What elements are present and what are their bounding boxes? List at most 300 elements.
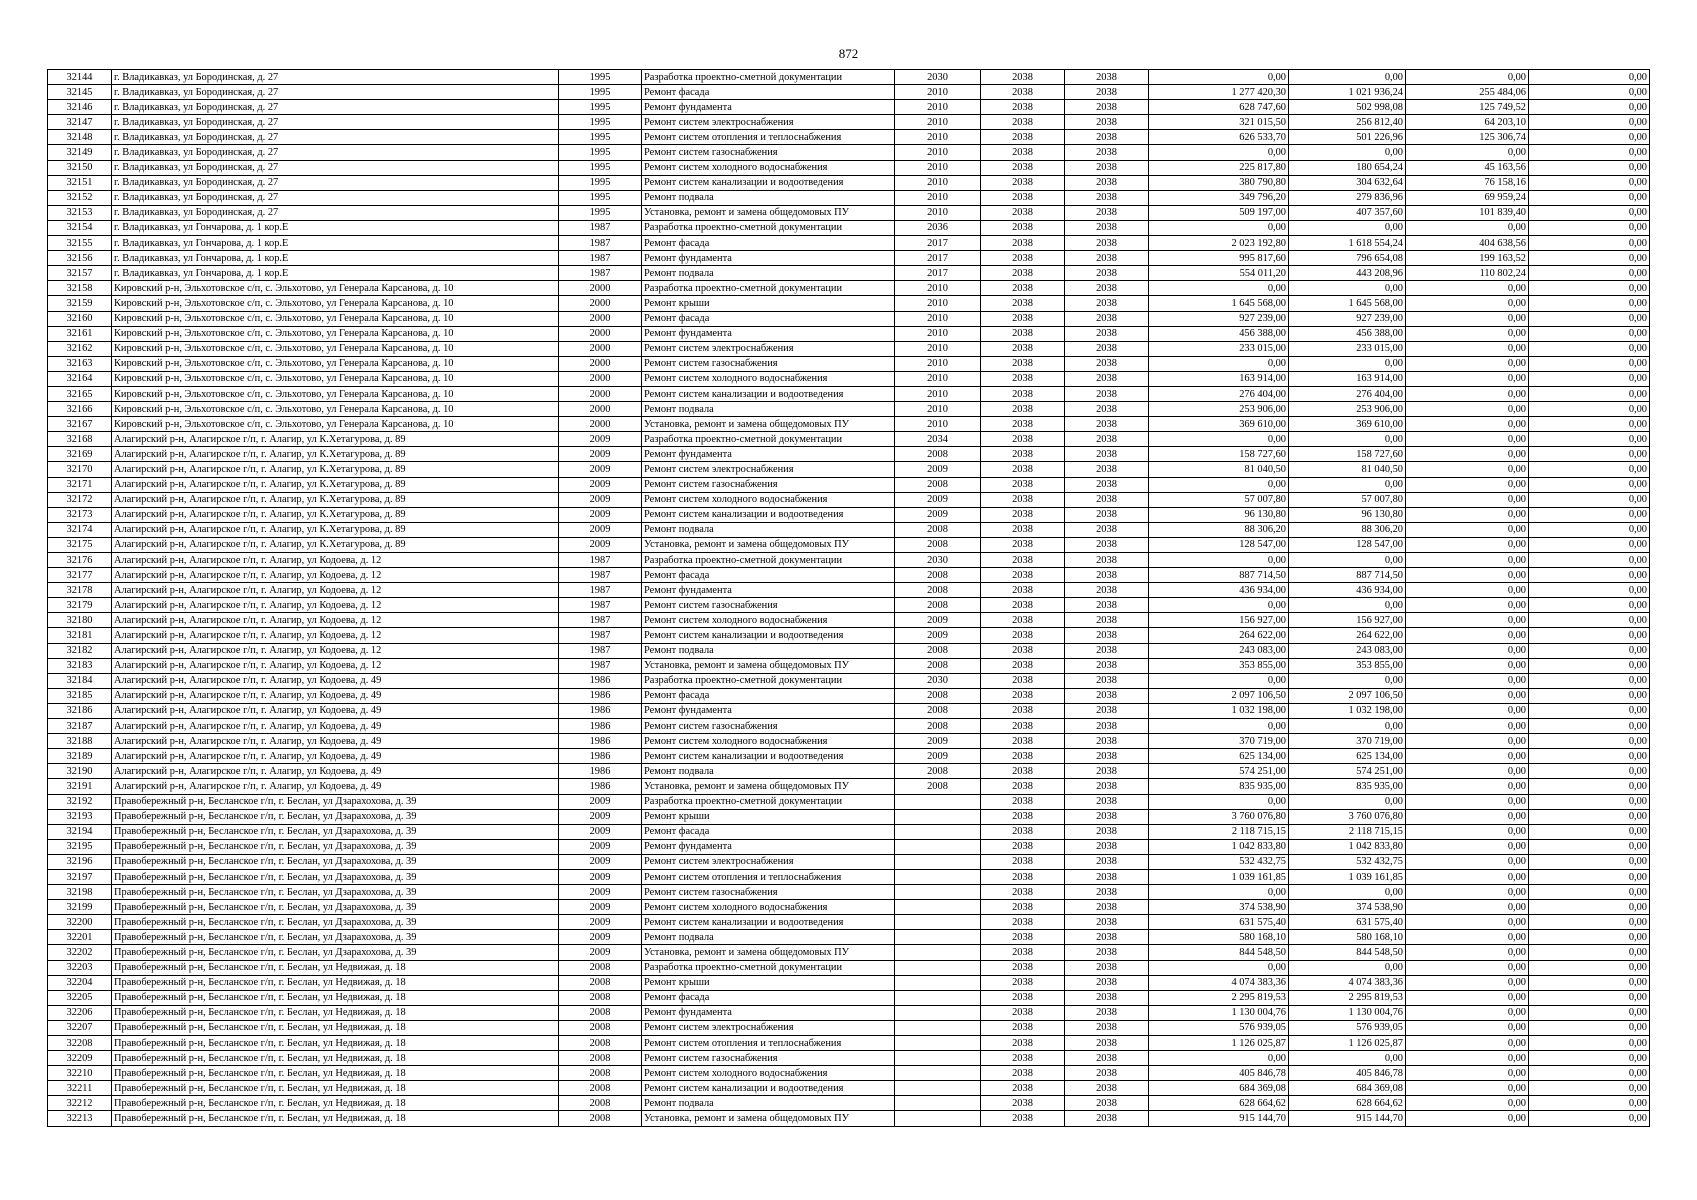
planned-year-cell: 2010 [895,326,981,341]
work-type-cell: Ремонт систем холодного водоснабжения [642,1066,895,1081]
work-type-cell: Ремонт систем холодного водоснабжения [642,160,895,175]
table-row [48,266,1650,281]
amount-col-2-cell: 158 727,60 [1289,447,1406,462]
planned-year-cell [895,839,981,854]
building-address-cell: Алагирский р-н, Алагирское г/п, г. Алагир, ул Кодоева, д. 12 [112,553,559,568]
amount-col-3-cell: 0,00 [1406,1096,1529,1111]
amount-col-2-cell: 1 039 161,85 [1289,869,1406,884]
amount-col-2-cell: 0,00 [1289,794,1406,809]
table-row [48,583,1650,598]
planned-year-cell [895,869,981,884]
amount-total-cell: 0,00 [1149,356,1289,371]
building-year-cell: 2009 [559,477,642,492]
building-year-cell: 2009 [559,522,642,537]
amount-col-3-cell: 125 749,52 [1406,100,1529,115]
building-year-cell: 1986 [559,734,642,749]
building-year-cell: 2009 [559,839,642,854]
planned-year-cell [895,1051,981,1066]
building-address-cell: Правобережный р-н, Бесланское г/п, г. Беслан, ул Дзарахохова, д. 39 [112,824,559,839]
building-address-cell: Кировский р-н, Эльхотовское с/п, с. Эльхотово, ул Генерала Карсанова, д. 10 [112,326,559,341]
amount-col-2-cell: 436 934,00 [1289,583,1406,598]
amount-col-4-cell: 0,00 [1529,462,1650,477]
record-number-cell: 32162 [48,341,112,356]
amount-col-3-cell: 0,00 [1406,779,1529,794]
amount-total-cell: 554 011,20 [1149,266,1289,281]
table-row [48,1036,1650,1051]
year-col-2-cell: 2038 [981,341,1065,356]
work-type-cell: Ремонт систем канализации и водоотведения [642,507,895,522]
year-col-3-cell: 2038 [1065,160,1149,175]
planned-year-cell: 2009 [895,462,981,477]
table-row [48,854,1650,869]
amount-col-3-cell: 0,00 [1406,1005,1529,1020]
year-col-2-cell: 2038 [981,296,1065,311]
record-number-cell: 32160 [48,311,112,326]
year-col-2-cell: 2038 [981,643,1065,658]
building-year-cell: 1987 [559,568,642,583]
planned-year-cell [895,794,981,809]
building-address-cell: Правобережный р-н, Бесланское г/п, г. Беслан, ул Недвижая, д. 18 [112,1036,559,1051]
amount-col-4-cell: 0,00 [1529,945,1650,960]
year-col-3-cell: 2038 [1065,432,1149,447]
amount-col-4-cell: 0,00 [1529,356,1650,371]
planned-year-cell: 2017 [895,251,981,266]
amount-col-4-cell: 0,00 [1529,281,1650,296]
amount-col-2-cell: 0,00 [1289,1051,1406,1066]
amount-total-cell: 631 575,40 [1149,915,1289,930]
amount-col-3-cell: 110 802,24 [1406,266,1529,281]
table-row [48,251,1650,266]
record-number-cell: 32190 [48,764,112,779]
amount-col-3-cell: 0,00 [1406,553,1529,568]
record-number-cell: 32144 [48,70,112,85]
amount-total-cell: 2 023 192,80 [1149,236,1289,251]
building-address-cell: Алагирский р-н, Алагирское г/п, г. Алагир, ул К.Хетагурова, д. 89 [112,537,559,552]
planned-year-cell: 2010 [895,386,981,401]
amount-col-3-cell: 0,00 [1406,658,1529,673]
planned-year-cell: 2009 [895,492,981,507]
amount-total-cell: 995 817,60 [1149,251,1289,266]
year-col-3-cell: 2038 [1065,688,1149,703]
building-year-cell: 2008 [559,1111,642,1126]
amount-total-cell: 0,00 [1149,281,1289,296]
work-type-cell: Ремонт систем отопления и теплоснабжения [642,130,895,145]
building-year-cell: 2008 [559,1020,642,1035]
record-number-cell: 32167 [48,417,112,432]
year-col-2-cell: 2038 [981,915,1065,930]
amount-col-2-cell: 1 618 554,24 [1289,236,1406,251]
amount-col-2-cell: 844 548,50 [1289,945,1406,960]
amount-total-cell: 369 610,00 [1149,417,1289,432]
building-year-cell: 2009 [559,900,642,915]
amount-col-3-cell: 0,00 [1406,854,1529,869]
building-year-cell: 2008 [559,1051,642,1066]
work-type-cell: Ремонт подвала [642,522,895,537]
record-number-cell: 32158 [48,281,112,296]
record-number-cell: 32199 [48,900,112,915]
record-number-cell: 32168 [48,432,112,447]
register-table [47,69,1650,1127]
work-type-cell: Разработка проектно-сметной документации [642,432,895,447]
amount-col-4-cell: 0,00 [1529,417,1650,432]
amount-col-2-cell: 0,00 [1289,70,1406,85]
work-type-cell: Ремонт подвала [642,190,895,205]
amount-col-3-cell: 0,00 [1406,281,1529,296]
building-year-cell: 2008 [559,990,642,1005]
planned-year-cell: 2010 [895,115,981,130]
work-type-cell: Ремонт фасада [642,568,895,583]
building-year-cell: 2008 [559,1036,642,1051]
building-address-cell: Правобережный р-н, Бесланское г/п, г. Беслан, ул Недвижая, д. 18 [112,1081,559,1096]
record-number-cell: 32196 [48,854,112,869]
amount-total-cell: 509 197,00 [1149,205,1289,220]
table-row [48,885,1650,900]
amount-col-2-cell: 1 021 936,24 [1289,85,1406,100]
table-row [48,537,1650,552]
amount-col-2-cell: 887 714,50 [1289,568,1406,583]
amount-col-2-cell: 0,00 [1289,356,1406,371]
record-number-cell: 32209 [48,1051,112,1066]
amount-col-4-cell: 0,00 [1529,100,1650,115]
amount-col-4-cell: 0,00 [1529,477,1650,492]
table-row [48,507,1650,522]
building-year-cell: 1986 [559,719,642,734]
work-type-cell: Ремонт крыши [642,296,895,311]
table-row [48,990,1650,1005]
amount-col-4-cell: 0,00 [1529,507,1650,522]
amount-col-4-cell: 0,00 [1529,115,1650,130]
amount-col-3-cell: 0,00 [1406,311,1529,326]
amount-col-2-cell: 915 144,70 [1289,1111,1406,1126]
amount-col-3-cell: 0,00 [1406,598,1529,613]
planned-year-cell: 2009 [895,507,981,522]
building-year-cell: 1987 [559,220,642,235]
work-type-cell: Ремонт фундамента [642,447,895,462]
year-col-3-cell: 2038 [1065,1005,1149,1020]
building-year-cell: 1995 [559,205,642,220]
work-type-cell: Ремонт систем канализации и водоотведения [642,915,895,930]
amount-col-4-cell: 0,00 [1529,492,1650,507]
table-row [48,1111,1650,1126]
table-row [48,311,1650,326]
amount-col-2-cell: 405 846,78 [1289,1066,1406,1081]
year-col-2-cell: 2038 [981,734,1065,749]
amount-col-4-cell: 0,00 [1529,205,1650,220]
table-row [48,160,1650,175]
amount-col-3-cell: 0,00 [1406,915,1529,930]
amount-col-4-cell: 0,00 [1529,145,1650,160]
year-col-3-cell: 2038 [1065,402,1149,417]
work-type-cell: Ремонт систем канализации и водоотведения [642,628,895,643]
building-address-cell: Правобережный р-н, Бесланское г/п, г. Беслан, ул Недвижая, д. 18 [112,1066,559,1081]
year-col-2-cell: 2038 [981,809,1065,824]
record-number-cell: 32163 [48,356,112,371]
year-col-2-cell: 2038 [981,356,1065,371]
planned-year-cell: 2010 [895,175,981,190]
amount-col-4-cell: 0,00 [1529,839,1650,854]
work-type-cell: Ремонт систем электроснабжения [642,462,895,477]
work-type-cell: Ремонт крыши [642,975,895,990]
amount-total-cell: 276 404,00 [1149,386,1289,401]
amount-col-2-cell: 4 074 383,36 [1289,975,1406,990]
building-address-cell: Правобережный р-н, Бесланское г/п, г. Беслан, ул Дзарахохова, д. 39 [112,930,559,945]
year-col-2-cell: 2038 [981,628,1065,643]
amount-total-cell: 156 927,00 [1149,613,1289,628]
year-col-3-cell: 2038 [1065,628,1149,643]
amount-col-4-cell: 0,00 [1529,734,1650,749]
year-col-2-cell: 2038 [981,205,1065,220]
year-col-2-cell: 2038 [981,145,1065,160]
planned-year-cell: 2008 [895,764,981,779]
planned-year-cell [895,885,981,900]
work-type-cell: Ремонт подвала [642,764,895,779]
planned-year-cell: 2036 [895,220,981,235]
year-col-3-cell: 2038 [1065,1036,1149,1051]
amount-col-4-cell: 0,00 [1529,764,1650,779]
year-col-2-cell: 2038 [981,613,1065,628]
record-number-cell: 32172 [48,492,112,507]
year-col-3-cell: 2038 [1065,507,1149,522]
year-col-3-cell: 2038 [1065,220,1149,235]
planned-year-cell: 2010 [895,100,981,115]
amount-col-2-cell: 279 836,96 [1289,190,1406,205]
year-col-3-cell: 2038 [1065,386,1149,401]
amount-col-3-cell: 0,00 [1406,568,1529,583]
amount-col-3-cell: 0,00 [1406,145,1529,160]
building-year-cell: 2009 [559,915,642,930]
building-address-cell: Алагирский р-н, Алагирское г/п, г. Алагир, ул Кодоева, д. 49 [112,688,559,703]
year-col-2-cell: 2038 [981,960,1065,975]
building-address-cell: г. Владикавказ, ул Бородинская, д. 27 [112,85,559,100]
record-number-cell: 32166 [48,402,112,417]
amount-total-cell: 456 388,00 [1149,326,1289,341]
amount-col-3-cell: 0,00 [1406,1036,1529,1051]
amount-col-4-cell: 0,00 [1529,341,1650,356]
record-number-cell: 32178 [48,583,112,598]
amount-col-4-cell: 0,00 [1529,190,1650,205]
building-year-cell: 1987 [559,266,642,281]
amount-col-3-cell: 0,00 [1406,1081,1529,1096]
year-col-3-cell: 2038 [1065,583,1149,598]
building-address-cell: Алагирский р-н, Алагирское г/п, г. Алагир, ул К.Хетагурова, д. 89 [112,522,559,537]
amount-total-cell: 88 306,20 [1149,522,1289,537]
building-year-cell: 1995 [559,85,642,100]
amount-col-3-cell: 0,00 [1406,220,1529,235]
year-col-3-cell: 2038 [1065,296,1149,311]
amount-total-cell: 0,00 [1149,719,1289,734]
planned-year-cell: 2008 [895,447,981,462]
planned-year-cell [895,824,981,839]
building-year-cell: 1987 [559,583,642,598]
table-row [48,85,1650,100]
amount-col-3-cell: 0,00 [1406,417,1529,432]
amount-col-2-cell: 156 927,00 [1289,613,1406,628]
amount-col-3-cell: 0,00 [1406,643,1529,658]
amount-col-4-cell: 0,00 [1529,402,1650,417]
building-year-cell: 2008 [559,975,642,990]
building-address-cell: Правобережный р-н, Бесланское г/п, г. Беслан, ул Недвижая, д. 18 [112,960,559,975]
record-number-cell: 32164 [48,371,112,386]
amount-col-3-cell: 0,00 [1406,628,1529,643]
amount-col-4-cell: 0,00 [1529,311,1650,326]
amount-col-2-cell: 128 547,00 [1289,537,1406,552]
year-col-3-cell: 2038 [1065,266,1149,281]
year-col-2-cell: 2038 [981,266,1065,281]
year-col-2-cell: 2038 [981,130,1065,145]
table-row [48,417,1650,432]
year-col-2-cell: 2038 [981,281,1065,296]
year-col-3-cell: 2038 [1065,447,1149,462]
planned-year-cell [895,960,981,975]
year-col-3-cell: 2038 [1065,522,1149,537]
amount-col-4-cell: 0,00 [1529,598,1650,613]
year-col-2-cell: 2038 [981,115,1065,130]
amount-total-cell: 158 727,60 [1149,447,1289,462]
amount-col-2-cell: 1 130 004,76 [1289,1005,1406,1020]
amount-total-cell: 0,00 [1149,145,1289,160]
year-col-3-cell: 2038 [1065,462,1149,477]
amount-total-cell: 0,00 [1149,885,1289,900]
amount-col-2-cell: 88 306,20 [1289,522,1406,537]
amount-col-4-cell: 0,00 [1529,1020,1650,1035]
amount-col-3-cell: 0,00 [1406,70,1529,85]
amount-col-4-cell: 0,00 [1529,1036,1650,1051]
building-year-cell: 1995 [559,130,642,145]
record-number-cell: 32170 [48,462,112,477]
amount-col-3-cell: 0,00 [1406,764,1529,779]
work-type-cell: Установка, ремонт и замена общедомовых ПУ [642,417,895,432]
year-col-3-cell: 2038 [1065,703,1149,718]
planned-year-cell: 2008 [895,688,981,703]
building-address-cell: Алагирский р-н, Алагирское г/п, г. Алагир, ул Кодоева, д. 49 [112,703,559,718]
record-number-cell: 32184 [48,673,112,688]
table-row [48,1096,1650,1111]
year-col-2-cell: 2038 [981,70,1065,85]
building-address-cell: Правобережный р-н, Бесланское г/п, г. Беслан, ул Недвижая, д. 18 [112,1020,559,1035]
planned-year-cell: 2008 [895,537,981,552]
amount-col-2-cell: 684 369,08 [1289,1081,1406,1096]
year-col-2-cell: 2038 [981,522,1065,537]
building-year-cell: 2000 [559,417,642,432]
amount-col-2-cell: 1 032 198,00 [1289,703,1406,718]
building-year-cell: 2008 [559,960,642,975]
planned-year-cell [895,945,981,960]
building-year-cell: 1987 [559,658,642,673]
planned-year-cell [895,1081,981,1096]
amount-col-3-cell: 404 638,56 [1406,236,1529,251]
amount-total-cell: 349 796,20 [1149,190,1289,205]
year-col-2-cell: 2038 [981,371,1065,386]
building-address-cell: г. Владикавказ, ул Бородинская, д. 27 [112,205,559,220]
building-year-cell: 2008 [559,1005,642,1020]
record-number-cell: 32207 [48,1020,112,1035]
amount-total-cell: 96 130,80 [1149,507,1289,522]
amount-total-cell: 887 714,50 [1149,568,1289,583]
amount-col-4-cell: 0,00 [1529,432,1650,447]
record-number-cell: 32204 [48,975,112,990]
amount-col-3-cell: 0,00 [1406,885,1529,900]
building-address-cell: Алагирский р-н, Алагирское г/п, г. Алагир, ул Кодоева, д. 49 [112,749,559,764]
amount-col-4-cell: 0,00 [1529,915,1650,930]
building-year-cell: 2009 [559,537,642,552]
planned-year-cell: 2009 [895,628,981,643]
work-type-cell: Ремонт фундамента [642,583,895,598]
building-year-cell: 2008 [559,1081,642,1096]
amount-col-3-cell: 101 839,40 [1406,205,1529,220]
year-col-2-cell: 2038 [981,764,1065,779]
building-address-cell: Алагирский р-н, Алагирское г/п, г. Алагир, ул Кодоева, д. 49 [112,779,559,794]
record-number-cell: 32206 [48,1005,112,1020]
year-col-2-cell: 2038 [981,432,1065,447]
amount-total-cell: 380 790,80 [1149,175,1289,190]
record-number-cell: 32213 [48,1111,112,1126]
work-type-cell: Ремонт систем электроснабжения [642,1020,895,1035]
year-col-2-cell: 2038 [981,402,1065,417]
amount-col-4-cell: 0,00 [1529,522,1650,537]
amount-col-4-cell: 0,00 [1529,749,1650,764]
building-address-cell: г. Владикавказ, ул Бородинская, д. 27 [112,175,559,190]
amount-total-cell: 233 015,00 [1149,341,1289,356]
planned-year-cell: 2008 [895,568,981,583]
year-col-2-cell: 2038 [981,824,1065,839]
building-year-cell: 1987 [559,251,642,266]
amount-total-cell: 2 097 106,50 [1149,688,1289,703]
work-type-cell: Установка, ремонт и замена общедомовых ПУ [642,779,895,794]
building-year-cell: 2000 [559,326,642,341]
work-type-cell: Разработка проектно-сметной документации [642,553,895,568]
amount-total-cell: 1 032 198,00 [1149,703,1289,718]
amount-col-2-cell: 502 998,08 [1289,100,1406,115]
record-number-cell: 32161 [48,326,112,341]
work-type-cell: Установка, ремонт и замена общедомовых ПУ [642,537,895,552]
work-type-cell: Ремонт фасада [642,824,895,839]
year-col-3-cell: 2038 [1065,537,1149,552]
year-col-3-cell: 2038 [1065,658,1149,673]
building-address-cell: Правобережный р-н, Бесланское г/п, г. Беслан, ул Недвижая, д. 18 [112,990,559,1005]
table-row [48,734,1650,749]
work-type-cell: Ремонт систем электроснабжения [642,854,895,869]
work-type-cell: Ремонт фасада [642,990,895,1005]
amount-col-4-cell: 0,00 [1529,296,1650,311]
work-type-cell: Ремонт систем канализации и водоотведения [642,749,895,764]
amount-col-2-cell: 0,00 [1289,960,1406,975]
amount-col-3-cell: 0,00 [1406,673,1529,688]
building-address-cell: Алагирский р-н, Алагирское г/п, г. Алагир, ул К.Хетагурова, д. 89 [112,477,559,492]
record-number-cell: 32210 [48,1066,112,1081]
building-address-cell: Правобережный р-н, Бесланское г/п, г. Беслан, ул Дзарахохова, д. 39 [112,915,559,930]
table-row [48,522,1650,537]
building-address-cell: Правобережный р-н, Бесланское г/п, г. Беслан, ул Дзарахохова, д. 39 [112,854,559,869]
amount-col-4-cell: 0,00 [1529,553,1650,568]
amount-col-2-cell: 276 404,00 [1289,386,1406,401]
amount-col-3-cell: 0,00 [1406,462,1529,477]
building-year-cell: 1986 [559,703,642,718]
amount-col-2-cell: 370 719,00 [1289,734,1406,749]
amount-col-2-cell: 0,00 [1289,432,1406,447]
planned-year-cell: 2009 [895,749,981,764]
amount-col-4-cell: 0,00 [1529,809,1650,824]
building-year-cell: 1995 [559,175,642,190]
building-address-cell: г. Владикавказ, ул Гончарова, д. 1 кор.Е [112,220,559,235]
year-col-2-cell: 2038 [981,386,1065,401]
planned-year-cell [895,854,981,869]
building-year-cell: 2000 [559,341,642,356]
year-col-3-cell: 2038 [1065,130,1149,145]
amount-col-2-cell: 0,00 [1289,281,1406,296]
record-number-cell: 32155 [48,236,112,251]
planned-year-cell: 2034 [895,432,981,447]
amount-col-3-cell: 0,00 [1406,1111,1529,1126]
